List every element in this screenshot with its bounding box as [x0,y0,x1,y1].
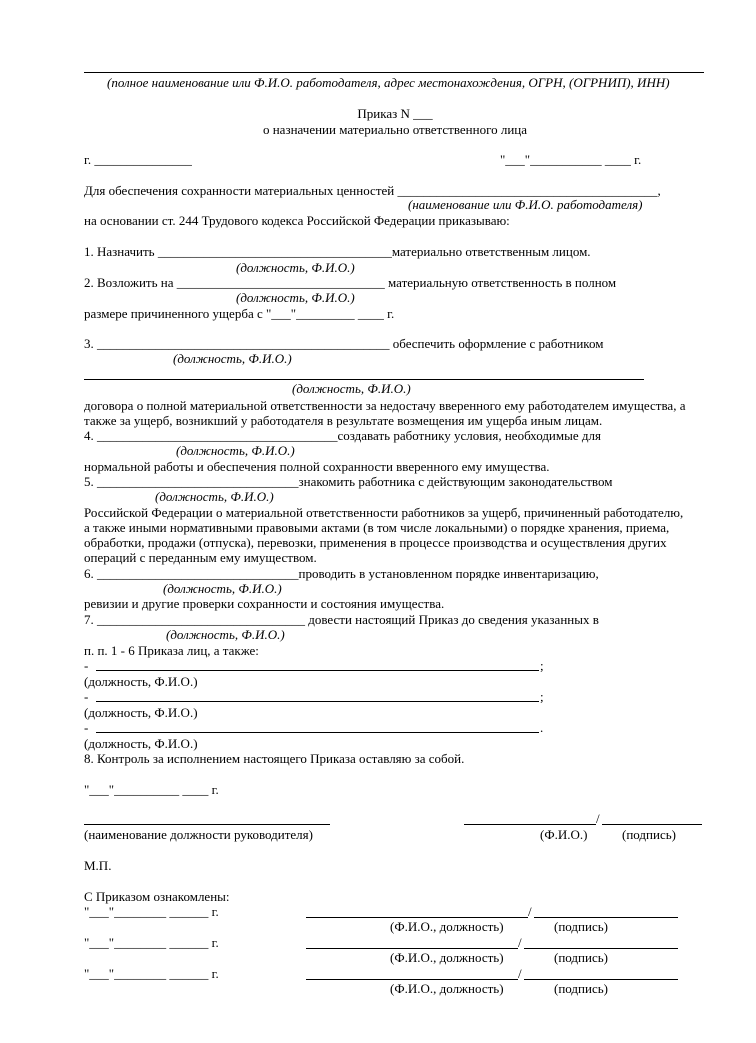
additional-person-1-caption: (должность, Ф.И.О.) [84,674,198,689]
item-1: 1. Назначить ____________________________________материально ответственным лицом. [84,244,591,259]
item-4-cont: нормальной работы и обеспечения полной сохранности вверенного ему имущества. [84,459,550,474]
city-field: г. _______________ [84,152,192,167]
item-4-caption: (должность, Ф.И.О.) [176,443,295,458]
item-8: 8. Контроль за исполнением настоящего Приказа оставляю за собой. [84,751,465,766]
acquainted-date: "___"________ ______ г. [84,904,219,919]
item-2-caption: (должность, Ф.И.О.) [236,290,355,305]
item-5-cont-1: Российской Федерации о материальной ответственности работников за ущерб, причиненный работодателю, [84,505,684,520]
additional-person-3-caption: (должность, Ф.И.О.) [84,736,198,751]
acquainted-sign-caption: (подпись) [554,981,608,996]
item-4: 4. _____________________________________создавать работнику условия, необходимые для [84,428,601,443]
stamp-place: М.П. [84,858,112,873]
manager-name-caption: (Ф.И.О.) [540,827,588,842]
item-5-cont-4: операций с переданным ему имуществом. [84,550,317,565]
manager-name-line [464,824,596,825]
employer-line [84,72,704,73]
document-page: (полное наименование или Ф.И.О. работодателя, адрес местонахождения, ОГРН, (ОГРНИП), ИНН) Приказ N ___ о назначении материально ответственного лица г. _______________ "___"___________ ____ г. Для обеспечения сохранности материальных ценностей ________________________________________, (наименование или Ф.И.О. работодателя) на основании ст. 244 Трудового кодекса Российской Федерации приказываю: 1. Назначить ____________________________________материально ответственным лицом. (должность, Ф.И.О.) 2. Возложить на ________________________________ материальную ответственность в полном (должность, Ф.И.О.) размере причиненного ущерба с "___"_________ ____ г. 3. _____________________________________________ обеспечить оформление с работником (должность, Ф.И.О.) (должность, Ф.И.О.) договора о полной материальной ответственности за недостачу вверенного ему работодателем имущества, а также за ущерб, возникший у работодателя в результате возмещения им ущерба иным лицам. 4. _____________________________________создавать работнику условия, необходимые для (должность, Ф.И.О.) нормальной работы и обеспечения полной сохранности вверенного ему имущества. 5. _______________________________знакомить работника с действующим законодательством (должность, Ф.И.О.) Российской Федерации о материальной ответственности работников за ущерб, причиненный работодателю, а также иными нормативными правовыми актами (в том числе локальными) о порядке хранения, приема, обработки, продажи (отпуска), перевозки, применения в процессе производства и осуществления других операций с переданным ему имуществом. 6. _______________________________проводить в установленном порядке инвентаризацию, (должность, Ф.И.О.) ревизии и другие проверки сохранности и состояния имущества. 7. ________________________________ довести настоящий Приказ до сведения указанных в (должность, Ф.И.О.) п. п. 1 - 6 Приказа лиц, а также: - ; (должность, Ф.И.О.) - ; (должность, Ф.И.О.) - . (должность, Ф.И.О.) 8. Контроль за исполнением настоящего Приказа оставляю за собой. "___"__________ ____ г. / (наименование должности руководителя) (Ф.И.О.) (подпись) М.П. С Приказом ознакомлены: "___"________ ______ г. / (Ф.И.О., должность) (подпись) "___"________ ______ г. / (Ф.И.О., должность) (подпись) "___"________ ______ г. / (Ф.И.О., должность) (подпись) [0,0,756,1043]
acquainted-heading: С Приказом ознакомлены: [84,889,230,904]
item-7-cont: п. п. 1 - 6 Приказа лиц, а также: [84,643,259,658]
employer-caption: (полное наименование или Ф.И.О. работодателя, адрес местонахождения, ОГРН, (ОГРНИП), ИНН) [107,75,670,90]
item-3-cont-2: также за ущерб, возникший у работодателя в результате возмещения им ущерба иным лицам. [84,413,603,428]
item-7-caption: (должность, Ф.И.О.) [166,627,285,642]
item-5-cont-2: а также иными нормативными правовыми актами (в том числе локальными) о порядке хранения, приема, [84,520,670,535]
item-3: 3. _____________________________________________ обеспечить оформление с работником [84,336,604,351]
order-subject: о назначении материально ответственного лица [262,122,528,137]
item-3-caption-2: (должность, Ф.И.О.) [292,381,411,396]
acquainted-sign-caption: (подпись) [554,919,608,934]
item-5: 5. _______________________________знакомить работника с действующим законодательством [84,474,613,489]
order-number: Приказ N ___ [357,106,433,121]
date-field: "___"___________ ____ г. [500,152,642,167]
item-2: 2. Возложить на ________________________________ материальную ответственность в полном [84,275,617,290]
item-7: 7. ________________________________ довести настоящий Приказ до сведения указанных в [84,612,599,627]
legal-basis: на основании ст. 244 Трудового кодекса Российской Федерации приказываю: [84,213,510,228]
acquainted-name-caption: (Ф.И.О., должность) [390,950,504,965]
item-5-caption: (должность, Ф.И.О.) [155,489,274,504]
intro-line: Для обеспечения сохранности материальных ценностей ________________________________________, [84,183,661,198]
item-6-cont: ревизии и другие проверки сохранности и состояния имущества. [84,596,445,611]
item-6-caption: (должность, Ф.И.О.) [163,581,282,596]
manager-position-caption: (наименование должности руководителя) [84,827,313,842]
manager-sign-caption: (подпись) [622,827,676,842]
item-1-caption: (должность, Ф.И.О.) [236,260,355,275]
manager-sign-line [602,824,702,825]
acquainted-name-caption: (Ф.И.О., должность) [390,919,504,934]
acquainted-date: "___"________ ______ г. [84,966,219,981]
acquainted-date: "___"________ ______ г. [84,935,219,950]
intro-caption: (наименование или Ф.И.О. работодателя) [408,197,643,212]
item-2-cont: размере причиненного ущерба с "___"_________ ____ г. [84,306,395,321]
acquainted-sign-caption: (подпись) [554,950,608,965]
item-5-cont-3: обработки, продажи (отпуска), перевозки, применения в процессе производства и осуществления других [84,535,667,550]
item-3-caption: (должность, Ф.И.О.) [173,351,292,366]
acquainted-name-caption: (Ф.И.О., должность) [390,981,504,996]
additional-person-2-caption: (должность, Ф.И.О.) [84,705,198,720]
signature-date: "___"__________ ____ г. [84,782,219,797]
manager-position-line [84,824,330,825]
item-3-employee-line [84,379,644,380]
item-6: 6. _______________________________проводить в установленном порядке инвентаризацию, [84,566,599,581]
item-3-cont-1: договора о полной материальной ответственности за недостачу вверенного ему работодателем имущества, а [84,398,686,413]
